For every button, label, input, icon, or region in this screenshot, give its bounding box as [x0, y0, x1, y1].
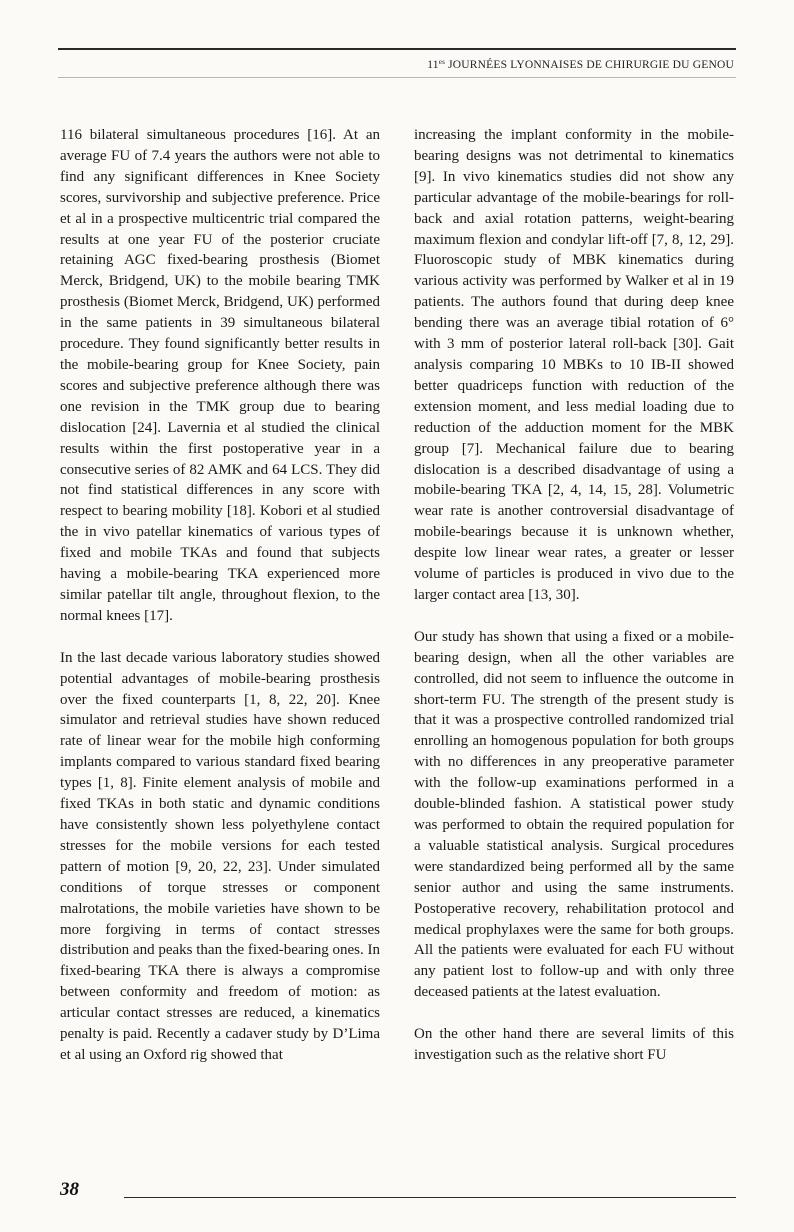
top-rule	[58, 48, 736, 50]
footer-rule	[124, 1197, 736, 1198]
right-column	[414, 125, 734, 1066]
left-column	[60, 125, 380, 1066]
paragraph: On the other hand there are several limits of this investigation such as the relative short FU	[414, 1026, 734, 1064]
running-head-title: JOURNÉES LYONNAISES DE CHIRURGIE DU GENOU	[445, 59, 734, 71]
paragraph: Our study has shown that using a fixed or a mobile-bearing design, when all the other variables are controlled, did not seem to influence the outcome in short-term FU. The strength of the present study is that it was a prospective controlled randomized trial enrolling an homogenous population for both groups with no differences in any preoperative parameter with the follow-up examinations performed in a double-blinded fashion. A statistical power study was performed to obtain the required population for a valuable statistical analysis. Surgical procedures were standardized being performed all by the same senior author and using the same instruments. Postoperative recovery, rehabilitation protocol and medical prophylaxes were the same for both groups. All the patients were evaluated for each FU without any patient lost to follow-up and with only three deceased patients at the latest evaluation.	[414, 628, 734, 1001]
paragraph: increasing the implant conformity in the mobile-bearing designs was not detrimental to kinematics [9]. In vivo kinematics studies did not show any particular advantage of the mobile-bearings for roll-back and axial rotation patterns, weight-bearing maximum flexion and condylar lift-off [7, 8, 12, 29]. Fluoroscopic study of MBK kinematics during various activity was performed by Walker et al in 19 patients. The authors found that during deep knee bending there was an average tibial rotation of 6° with 3 mm of posterior lateral roll-back [30]. Gait analysis comparing 10 MBKs to 10 IB-II showed better quadriceps function with reduction of the extension moment, and less medial loading due to reduction of the adduction moment for the MBK group [7]. Mechanical failure due to bearing dislocation is a described disadvantage of using a mobile-bearing TKA [2, 4, 14, 15, 28]. Volumetric wear rate is another controversial disadvantage of mobile-bearings because it is unknown whether, despite low linear wear rates, a greater or lesser volume of particles is produced in vivo due to the larger contact area [13, 30].	[414, 127, 734, 603]
running-head-ordinal-suffix: es	[438, 58, 445, 66]
page-number: 38	[60, 1179, 79, 1200]
header-rule	[58, 77, 736, 78]
paragraph: In the last decade various laboratory studies showed potential advantages of mobile-bearing prosthesis over the fixed counterparts [1, 8, 22, 20]. Knee simulator and retrieval studies have shown reduced rate of linear wear for the mobile high conforming implants compared to various standard fixed bearing types [1, 8]. Finite element analysis of mobile and fixed TKAs in both static and dynamic conditions have consistently shown less polyethylene contact stresses for the mobile versions for each tested pattern of motion [9, 20, 22, 23]. Under simulated conditions of torque stresses or component malrotations, the mobile varieties have shown to be more forgiving in terms of contact stresses distribution and peaks than the fixed-bearing ones. In fixed-bearing TKA there is always a compromise between conformity and freedom of motion: as articular contact stresses are reduced, a kinematics penalty is paid. Recently a cadaver study by D’Lima et al using an Oxford rig showed that	[60, 649, 380, 1063]
running-head	[427, 58, 734, 71]
running-head-ordinal: 11	[427, 59, 439, 71]
paragraph: 116 bilateral simultaneous procedures [16]. At an average FU of 7.4 years the authors were not able to find any significant differences in Knee Society scores, survivorship and subjective preference. Price et al in a prospective multicentric trial compared the results at one year FU of the posterior cruciate retaining AGC fixed-bearing prosthesis (Biomet Merck, Bridgend, UK) to the mobile bearing TMK prosthesis (Biomet Merck, Bridgend, UK) performed in the same patients in 39 simultaneous bilateral procedure. They found significantly better results in the mobile-bearing group for Knee Society, pain scores and subjective preference although there was one revision in the TMK group due to bearing dislocation [24]. Lavernia et al studied the clinical results within the first postoperative year in a consecutive series of 82 AMK and 64 LCS. They did not find statistical differences in any score with respect to bearing mobility [18]. Kobori et al studied the in vivo patellar kinematics of various types of fixed and mobile TKAs and found that subjects having a mobile-bearing TKA experienced more similar patellar tilt angle, throughout flexion, to the normal knees [17].	[60, 127, 380, 624]
